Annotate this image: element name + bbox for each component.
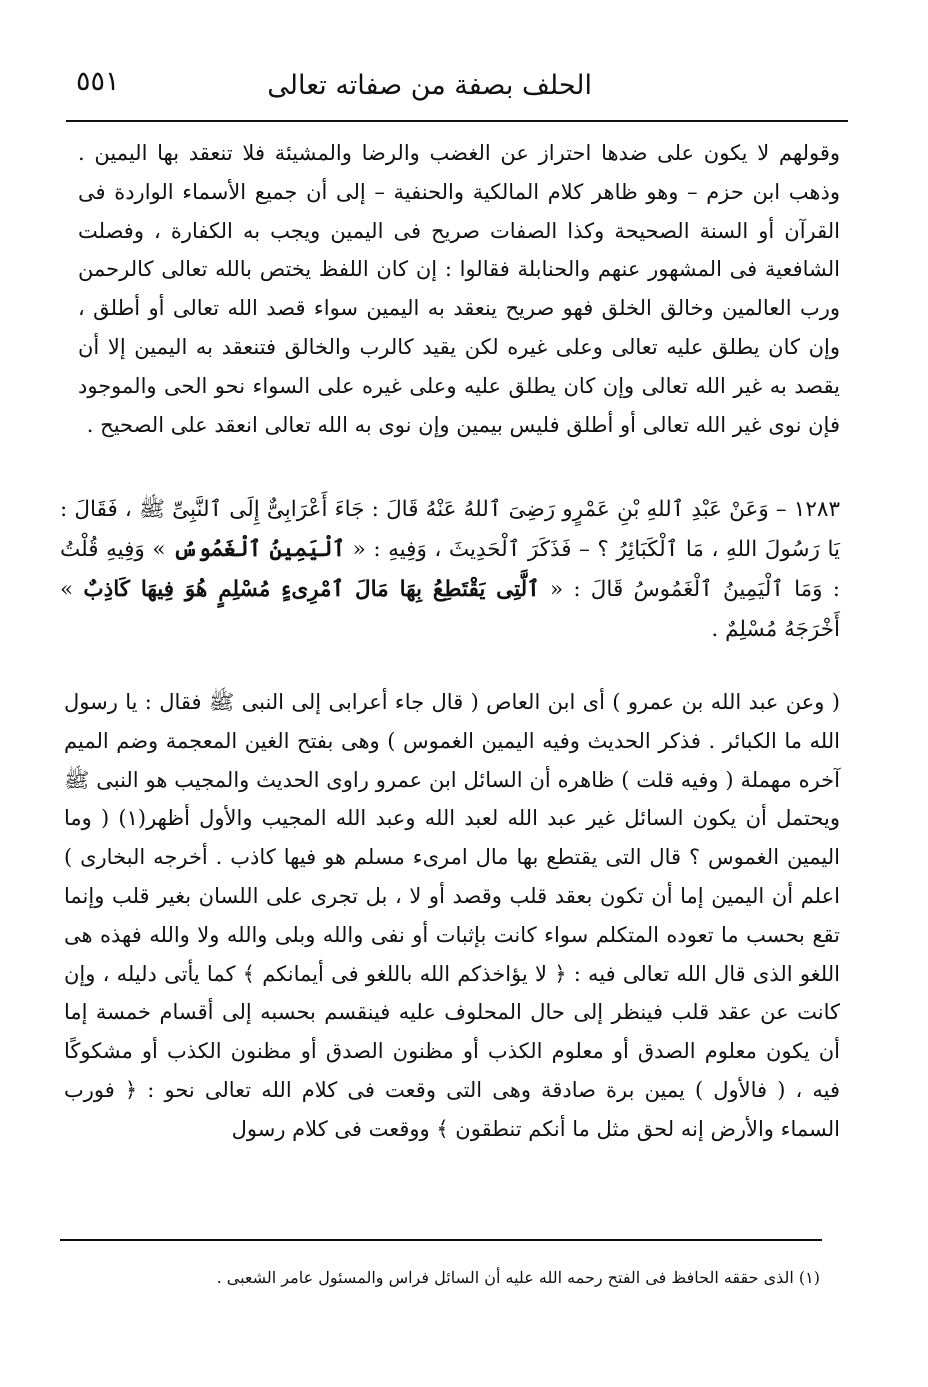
hadith-text-part-3: » أَخْرَجَهُ مُسْلِمٌ . [60,577,840,642]
commentary-paragraph-1: وقولهم لا يكون على ضدها احتراز عن الغضب والرضا والمشيئة فلا تنعقد بها اليمين . وذهب ابن حزم – وهو ظاهر كلام المالكية والحنفية – إلى أن جميع الأسماء الواردة فى القرآن أو السنة الصحيحة وكذا الصفات صريح فى اليمين ويجب به الكفارة ، وفصلت الشافعية فى المشهور عنهم والحنابلة فقالوا : إن كان اللفظ يختص بالله تعالى كالرحمن ورب العالمين وخالق الخلق فهو صريح ينعقد به اليمين سواء قصد الله تعالى أو أطلق ، وإن كان يطلق عليه تعالى وعلى غيره لكن يقيد كالرب والخالق فتنعقد به اليمين إلا أن يقصد به غير الله تعالى وإن كان يطلق عليه وعلى غيره على السواء نحو الحى والموجود فإن نوى غير الله تعالى أو أطلق فليس بيمين وإن نوى به الله تعالى انعقد على الصحيح . [78,141,840,437]
hadith-text [60,490,840,650]
hadith-text-part-1: ١٢٨٣ – وَعَنْ عَبْدِ ٱللهِ بْنِ عَمْرٍو رَضِىَ ٱللهُ عَنْهُ قَالَ : جَاءَ أَعْرَابِىٌّ إِلَى ٱلنَّبِىِّ ﷺ ، فَقَالَ : يَا رَسُولَ اللهِ ، مَا ٱلْكَبَائِرُ ؟ – فَذَكَرَ ٱلْحَدِيثَ ، وَفِيهِ : « [60,497,840,562]
page-number: ٥٥١ [76,66,120,97]
running-title: الحلف بصفة من صفاته تعالى [267,70,592,101]
page-header [62,66,852,106]
commentary-paragraph-2: ( وعن عبد الله بن عمرو ) أى ابن العاص ( قال جاء أعرابى إلى النبى ﷺ فقال : يا رسول الله ما الكبائر . فذكر الحديث وفيه اليمين الغموس ) وهى بفتح الغين المعجمة وضم الميم آخره مهملة ( وفيه قلت ) ظاهره أن السائل ابن عمرو راوى الحديث والمجيب هو النبى ﷺ ويحتمل أن يكون السائل غير عبد الله لعبد الله وعبد الله المجيب والأول أظهر(١) ( وما اليمين الغموس ؟ قال التى يقتطع بها مال امرىء مسلم هو فيها كاذب . أخرجه البخارى ) اعلم أن اليمين إما أن تكون بعقد قلب وقصد أو لا ، بل تجرى على اللسان بغير قلب وإنما تقع بحسب ما تعوده المتكلم سواء كانت بإثبات أو نفى والله وبلى والله ولا والله فهذه هى اللغو الذى قال الله تعالى فيه : ﴿ لا يؤاخذكم الله باللغو فى أيمانكم ﴾ كما يأتى دليله ، وإن كانت عن عقد قلب فينظر إلى حال المحلوف عليه فينقسم بحسبه إلى أقسام خمسة إما أن يكون معلوم الصدق أو معلوم الكذب أو مظنون الصدق أو مظنون الكذب أو مشكوكًا فيه ، ( فالأول ) يمين برة صادقة وهى التى وقعت فى كلام الله تعالى نحو : ﴿ فورب السماء والأرض إنه لحق مثل ما أنكم تنطقون ﴾ ووقعت فى كلام رسول [64,690,840,1141]
footnote: (١) الذى حققه الحافظ فى الفتح رحمه الله عليه أن السائل فراس والمسئول عامر الشعبى . [216,1268,820,1287]
hadith-bold-phrase-2: ٱلَّتِى يَقْتَطِعُ بِهَا مَالَ ٱمْرِىءٍ مُسْلِمٍ هُوَ فِيهَا كَاذِبٌ [83,577,540,602]
footnote-divider [60,1239,822,1241]
hadith-bold-phrase-1: ٱلْيَمِينُ ٱلْغَمُوسُ [173,537,346,562]
header-divider [66,120,848,122]
hadith-text-part-2: » وَفِيهِ قُلْتُ : وَمَا ٱلْيَمِينُ ٱلْغَمُوسُ قَالَ : « [60,537,840,602]
